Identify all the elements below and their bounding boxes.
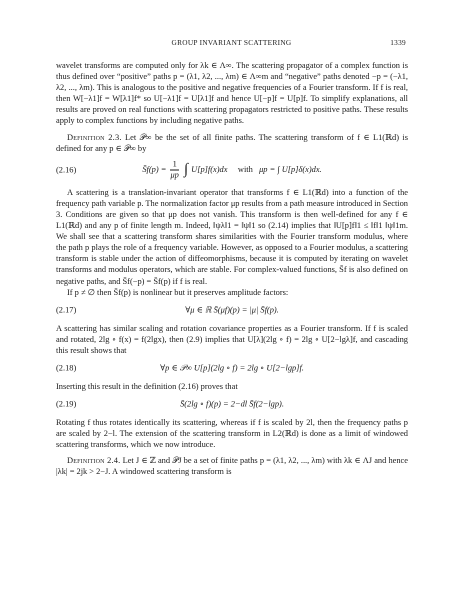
equation-2-16-integrand: U[p]f(x)dx	[191, 164, 228, 174]
equation-2-16	[56, 157, 408, 183]
page-header	[0, 38, 463, 50]
definition-2-3-label: Definition 2.3.	[67, 132, 122, 142]
page-number: 1339	[390, 38, 406, 47]
equation-2-16-denominator: μp	[170, 170, 179, 180]
equation-2-19-number: (2.19)	[56, 399, 77, 409]
equation-2-18	[56, 359, 408, 377]
paragraph-intro: wavelet transforms are computed only for λk ∈ Λ∞. The scattering propagator of a complex function is thus defined over “positive” paths p = (λ1, λ2, ..., λm) ∈ Λ∞m and “negative” paths denoted −p = (−λ1, λ2, ..., λm). This is analogous to the positive and negative frequencies of a Fourier transform. If f is real, then W[−λ1]f = W[λ1]f* so U[−λ1]f = U[λ1]f and hence U[−p]f = U[p]f. To simplify explanations, all results are proved on real functions with scattering propagators restricted to positive paths. These results apply to complex functions by including negative paths.	[56, 61, 408, 126]
equation-2-16-number: (2.16)	[56, 165, 77, 175]
equation-2-16-body	[56, 159, 408, 180]
equation-2-16-numerator: 1	[170, 159, 178, 170]
equation-2-17-body: ∀μ ∈ ℝ S̄(μf)(p) = |μ| S̄f(p).	[185, 305, 279, 315]
equation-2-19-body: S̄(2lg ∘ f)(p) = 2−dl S̄f(2−lgp).	[180, 399, 284, 409]
body-text	[56, 60, 408, 478]
equation-2-17-number: (2.17)	[56, 305, 77, 315]
equation-2-16-fraction	[170, 159, 178, 180]
definition-2-4-label: Definition 2.4.	[67, 456, 121, 466]
paragraph-inserting: Inserting this result in the definition (2.16) proves that	[56, 381, 238, 391]
definition-2-4-text: Let J ∈ ℤ and 𝒫J be a set of finite paths p = (λ1, λ2, ..., λm) with λk ∈ ΛJ and hence |λk| = 2jk > 2−J. A windowed scattering transform is	[56, 456, 408, 477]
equation-2-17	[56, 301, 408, 319]
paragraph-covariance: A scattering has similar scaling and rotation covariance properties as a Fourier transform. If f is scaled and rotated, 2lg ∘ f(x) = f(2lgx), then (2.9) implies that U[λ](2lg ∘ f) = 2lg ∘ U[2−lgλ]f, and cascading this result shows that	[56, 323, 408, 355]
equation-2-16-with: with	[237, 164, 253, 174]
equation-2-18-body: ∀p ∈ 𝒫∞ U[p](2lg ∘ f) = 2lg ∘ U[2−lgp]f.	[160, 363, 304, 373]
equation-2-16-rhs: μp = ∫ U[p]δ(x)dx.	[259, 164, 322, 174]
integral-sign: ∫	[183, 161, 189, 178]
paragraph-scattering: A scattering is a translation-invariant operator that transforms f ∈ L1(ℝd) into a function of the frequency path variable p. The normalization factor μp results from a path measure introduced in Section 3. Conditions are given so that μp does not vanish. This transform is then well-defined for any f ∈ L1(ℝd) and any p of finite length m. Indeed, ‖ψλ‖1 = ‖ψ‖1 so (2.14) implies that ‖U[p]f‖1 ≤ ‖f‖1 ‖ψ‖1m. We shall see that a scattering transform shares similarities with the Fourier transform modulus, where the path p plays the role of a frequency variable. However, as opposed to a Fourier modulus, a scattering transform is stable under the action of diffeomorphisms, because it is computed by iterating on wavelet transforms and modulus operators, which are stable. For complex-valued functions, S̄f is also defined on negative paths, and S̄f(−p) = S̄f(p) if f is real.	[56, 187, 408, 286]
paragraph-amplitude: If p ≠ ∅ then S̄f(p) is nonlinear but it preserves amplitude factors:	[67, 287, 289, 297]
equation-2-19	[56, 395, 408, 413]
paragraph-rotating: Rotating f thus rotates identically its scattering, whereas if f is scaled by 2l, then the frequency paths p are scaled by 2−l. The extension of the scattering transform in L2(ℝd) is done as a limit of windowed scattering transforms, which we now introduce.	[56, 418, 408, 450]
equation-2-18-number: (2.18)	[56, 363, 77, 373]
running-title: GROUP INVARIANT SCATTERING	[171, 38, 292, 47]
equation-2-16-lhs: S̄f(p) =	[142, 164, 167, 174]
definition-2-3	[56, 132, 408, 154]
definition-2-4	[56, 455, 408, 477]
definition-2-3-text: Let 𝒫∞ be the set of all finite paths. The scattering transform of f ∈ L1(ℝd) is defined for any p ∈ 𝒫∞ by	[56, 132, 408, 153]
